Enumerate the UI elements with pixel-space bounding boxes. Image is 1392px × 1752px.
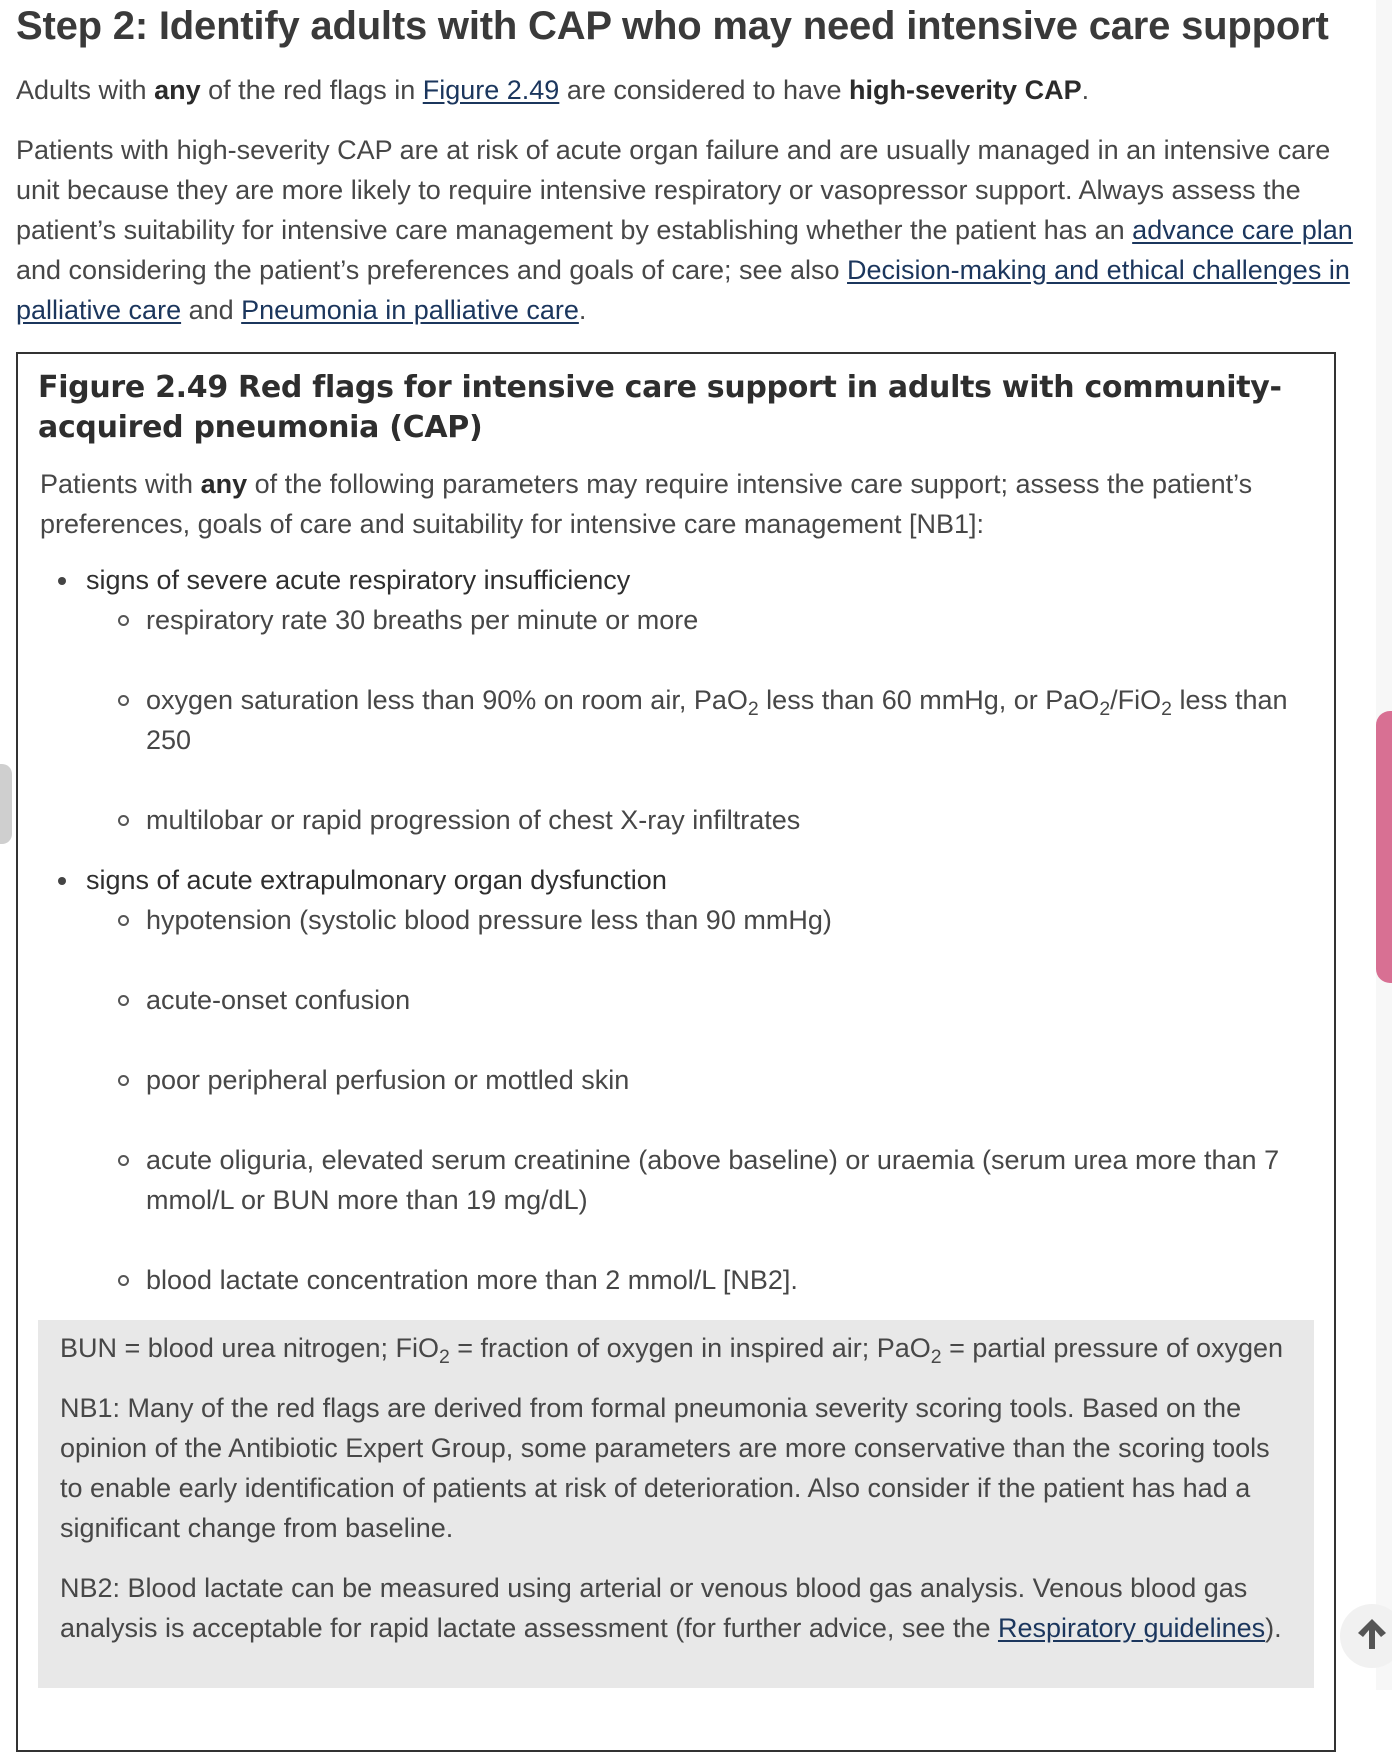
red-flag-groups (38, 560, 1314, 1300)
subscript: 2 (747, 697, 759, 720)
list-item (118, 1140, 1314, 1220)
item-text: respiratory rate 30 breaths per minute or more (146, 605, 699, 635)
text: NB2: Blood lactate can be measured using arterial or venous blood gas analysis. Venous blood gas analysis is acceptable for rapid lactate assessment (for further advice, see the (60, 1573, 1248, 1643)
subscript: 2 (438, 1345, 450, 1368)
subscript: 2 (1161, 697, 1172, 720)
text: . (578, 295, 587, 325)
circle-bullet-icon (118, 695, 129, 706)
list-item (118, 680, 1314, 760)
list-item (118, 980, 1314, 1020)
text: Adults with (16, 75, 155, 105)
text: of the following parameters may require intensive care support; assess the patient’s preferences, goals of care and suitability for intensive care management [NB1]: (40, 469, 1253, 539)
subscript: 2 (930, 1345, 942, 1368)
circle-bullet-icon (118, 995, 129, 1006)
circle-bullet-icon (118, 1155, 129, 1166)
pneumonia-palliative-link[interactable]: Pneumonia in palliative care (241, 295, 579, 325)
text: = fraction of oxygen in inspired air; PaO (449, 1333, 931, 1363)
subscript: 2 (1099, 697, 1111, 720)
text: are considered to have (559, 75, 850, 105)
figure-box (16, 352, 1336, 1752)
note-nb2 (60, 1568, 1292, 1648)
item-text: less than 250 (146, 685, 1288, 755)
figure-intro (40, 464, 1314, 544)
circle-bullet-icon (118, 915, 129, 926)
list-item (118, 800, 1314, 840)
text: = partial pressure of oxygen (941, 1333, 1284, 1363)
figure-2-49-link[interactable]: Figure 2.49 (422, 75, 560, 105)
text: . (1081, 75, 1090, 105)
group-label: signs of severe acute respiratory insufficiency (86, 565, 631, 595)
page-title: Step 2: Identify adults with CAP who may need intensive care support (16, 4, 1329, 48)
item-text: less than 60 mmHg, or PaO (758, 685, 1100, 715)
respiratory-guidelines-link[interactable]: Respiratory guidelines (997, 1613, 1266, 1643)
arrow-up-icon (1355, 1616, 1389, 1657)
emphasis-any: any (154, 75, 201, 105)
list-item (118, 600, 1314, 640)
item-text: /FiO (1110, 685, 1162, 715)
group-extrapulmonary (58, 860, 1314, 1300)
text: ). (1265, 1613, 1282, 1643)
bullet-icon (58, 577, 66, 585)
right-side-tab[interactable] (1376, 711, 1392, 983)
emphasis-high-severity: high-severity CAP (849, 75, 1082, 105)
group-respiratory (58, 560, 1314, 840)
text: BUN = blood urea nitrogen; FiO (60, 1333, 439, 1363)
body-paragraph (16, 130, 1376, 330)
group-items (86, 900, 1314, 1300)
list-item (118, 1060, 1314, 1100)
text: Patients with high-severity CAP are at risk of acute organ failure and are usually managed in an intensive care unit because they are more likely to require intensive respiratory or vasopressor support. Always assess the patient’s suitability for intensive care management by establishing whether the patient has an (16, 135, 1331, 245)
item-text: multilobar or rapid progression of chest X-ray infiltrates (146, 805, 801, 835)
circle-bullet-icon (118, 1075, 129, 1086)
text: of the red flags in (200, 75, 423, 105)
figure-notes (38, 1320, 1314, 1688)
bullet-icon (58, 877, 66, 885)
item-text: acute oliguria, elevated serum creatinine (above baseline) or uraemia (serum urea more than 7 mmol/L or BUN more than 19 mg/dL) (146, 1145, 1280, 1215)
abbreviations (60, 1328, 1292, 1368)
note-nb1: NB1: Many of the red flags are derived from formal pneumonia severity scoring tools. Based on the opinion of the Antibiotic Expert Group, some parameters are more conservative than the scoring tools to enable early identification of patients at risk of deterioration. Also consider if the patient has had a significant change from baseline. (60, 1393, 1270, 1543)
group-label: signs of acute extrapulmonary organ dysfunction (86, 865, 667, 895)
decision-making-link[interactable]: Decision-making and ethical challenges in palliative care (16, 255, 1350, 325)
lead-paragraph (16, 70, 1376, 110)
list-item (118, 1260, 1314, 1300)
figure-title: Figure 2.49 Red flags for intensive care support in adults with community-acquired pneumonia (CAP) (38, 370, 1282, 445)
circle-bullet-icon (118, 815, 129, 826)
item-text: blood lactate concentration more than 2 mmol/L [NB2]. (146, 1265, 798, 1295)
item-text: oxygen saturation less than 90% on room air, PaO (146, 685, 748, 715)
text: Patients with (40, 469, 201, 499)
left-drawer-handle[interactable] (0, 764, 12, 844)
circle-bullet-icon (118, 615, 129, 626)
item-text: poor peripheral perfusion or mottled skin (146, 1065, 630, 1095)
item-text: acute-onset confusion (146, 985, 411, 1015)
text: and (181, 295, 242, 325)
emphasis-any: any (200, 469, 248, 499)
advance-care-plan-link[interactable]: advance care plan (1132, 215, 1353, 245)
group-items (86, 600, 1314, 840)
list-item (118, 900, 1314, 940)
text: and considering the patient’s preferences and goals of care; see also (16, 255, 848, 285)
item-text: hypotension (systolic blood pressure less than 90 mmHg) (146, 905, 832, 935)
circle-bullet-icon (118, 1275, 129, 1286)
